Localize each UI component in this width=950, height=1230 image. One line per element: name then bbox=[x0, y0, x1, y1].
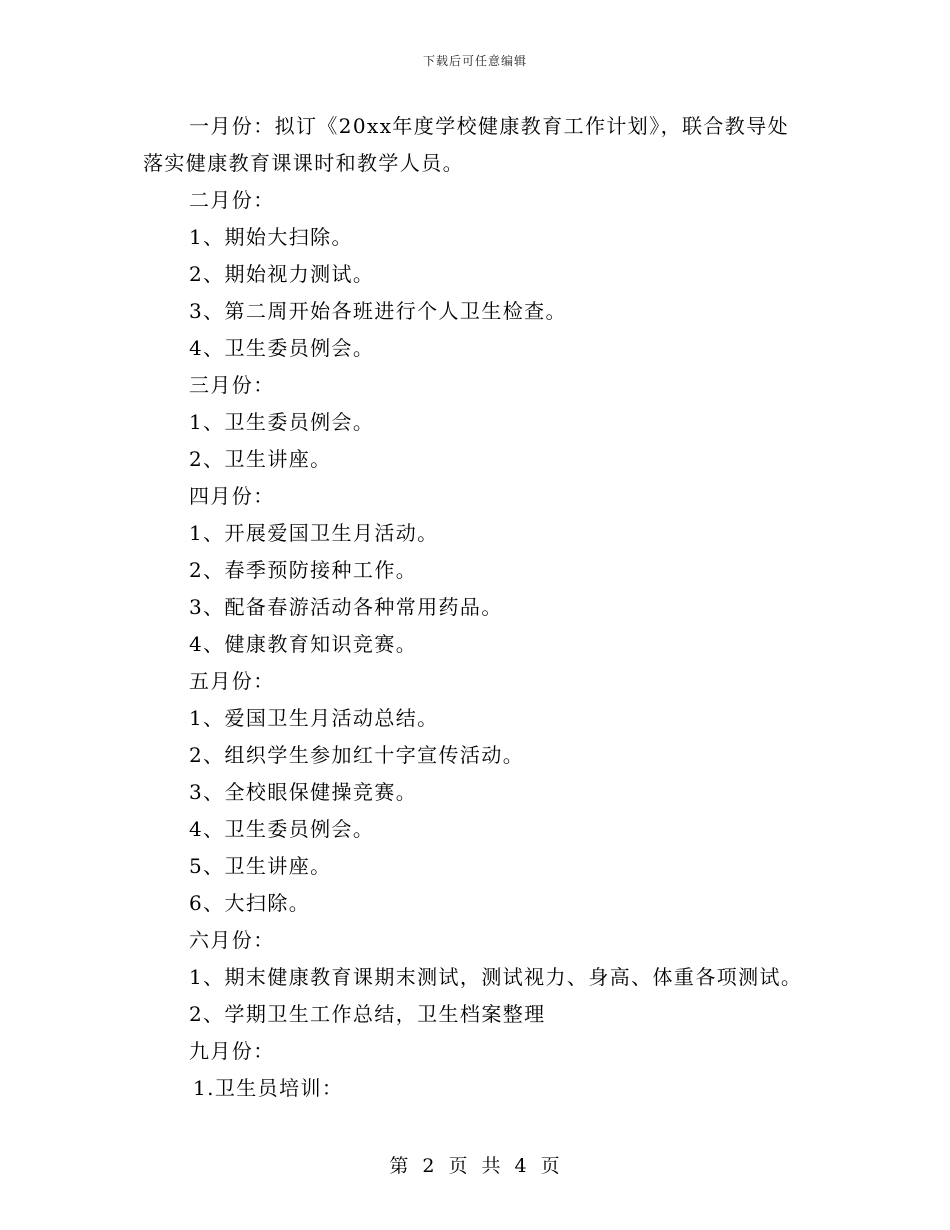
list-item: 1、期末健康教育课期末测试，测试视力、身高、体重各项测试。 bbox=[189, 965, 803, 989]
list-item: 4、健康教育知识竞赛。 bbox=[189, 632, 418, 656]
page-number-footer: 第 2 页 共 4 页 bbox=[389, 1155, 561, 1177]
list-item: 2、春季预防接种工作。 bbox=[189, 558, 418, 582]
list-item: 5、卫生讲座。 bbox=[189, 854, 332, 878]
page-header-note: 下载后可任意编辑 bbox=[422, 54, 527, 68]
heading-june: 六月份： bbox=[189, 928, 275, 952]
heading-april: 四月份： bbox=[189, 484, 275, 508]
heading-february: 二月份： bbox=[189, 188, 275, 212]
heading-march: 三月份： bbox=[189, 373, 275, 397]
list-item: 1、期始大扫除。 bbox=[189, 225, 353, 249]
paragraph-january: 一月份：拟订《20xx年度学校健康教育工作计划》，联合教导处落实健康教育课课时和教学人员。 bbox=[143, 114, 790, 175]
document-body bbox=[143, 108, 808, 1107]
list-item: 3、配备春游活动各种常用药品。 bbox=[189, 595, 503, 619]
list-item: 2、卫生讲座。 bbox=[189, 447, 332, 471]
list-item: 1、爱国卫生月活动总结。 bbox=[189, 706, 439, 730]
list-item: 3、第二周开始各班进行个人卫生检查。 bbox=[189, 299, 567, 323]
list-item: 6、大扫除。 bbox=[189, 891, 311, 915]
list-item: 2、组织学生参加红十字宣传活动。 bbox=[189, 743, 525, 767]
list-item: 1、卫生委员例会。 bbox=[189, 410, 375, 434]
list-item: 3、全校眼保健操竞赛。 bbox=[189, 780, 418, 804]
heading-september: 九月份： bbox=[189, 1039, 275, 1063]
list-item: 1.卫生员培训： bbox=[193, 1076, 344, 1100]
list-item: 2、期始视力测试。 bbox=[189, 262, 375, 286]
list-item: 1、开展爱国卫生月活动。 bbox=[189, 521, 439, 545]
list-item: 2、学期卫生工作总结，卫生档案整理 bbox=[189, 1002, 546, 1026]
heading-may: 五月份： bbox=[189, 669, 275, 693]
list-item: 4、卫生委员例会。 bbox=[189, 336, 375, 360]
list-item: 4、卫生委员例会。 bbox=[189, 817, 375, 841]
